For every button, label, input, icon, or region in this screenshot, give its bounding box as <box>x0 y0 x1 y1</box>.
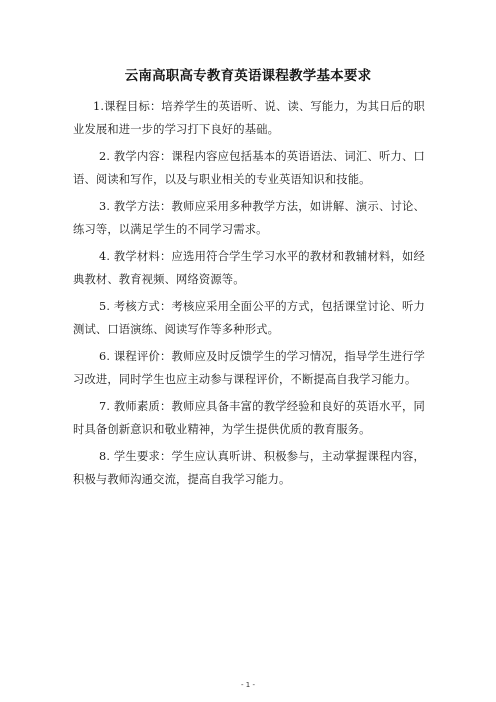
paragraph-course-evaluation: 6. 课程评价：教师应及时反馈学生的学习情况，指导学生进行学习改进，同时学生也应主动参与课程评价，不断提高自我学习能力。 <box>73 350 425 386</box>
paragraph-student-requirements: 8. 学生要求：学生应认真听讲、积极参与，主动掌握课程内容，积极与教师沟通交流，提高自我学习能力。 <box>73 450 425 486</box>
paragraph-teaching-method: 3. 教学方法：教师应采用多种教学方法，如讲解、演示、讨论、练习等，以满足学生的不同学习需求。 <box>73 200 425 236</box>
paragraph-teaching-content: 2. 教学内容：课程内容应包括基本的英语语法、词汇、听力、口语、阅读和写作，以及与职业相关的专业英语知识和技能。 <box>73 150 425 186</box>
page-title: 云南高职高专教育英语课程教学基本要求 <box>124 68 372 84</box>
paragraph-teaching-materials: 4. 教学材料：应选用符合学生学习水平的教材和教辅材料，如经典教材、教育视频、网络资源等。 <box>73 250 425 286</box>
page-number: - 1 - <box>241 681 255 689</box>
paragraph-teacher-quality: 7. 教师素质：教师应具备丰富的教学经验和良好的英语水平，同时具备创新意识和敬业精神，为学生提供优质的教育服务。 <box>73 400 425 436</box>
document-body <box>73 95 425 495</box>
paragraph-course-goal: 1.课程目标：培养学生的英语听、说、读、写能力，为其日后的职业发展和进一步的学习打下良好的基础。 <box>73 100 425 136</box>
paragraph-assessment: 5. 考核方式：考核应采用全面公平的方式，包括课堂讨论、听力测试、口语演练、阅读写作等多种形式。 <box>73 300 425 336</box>
